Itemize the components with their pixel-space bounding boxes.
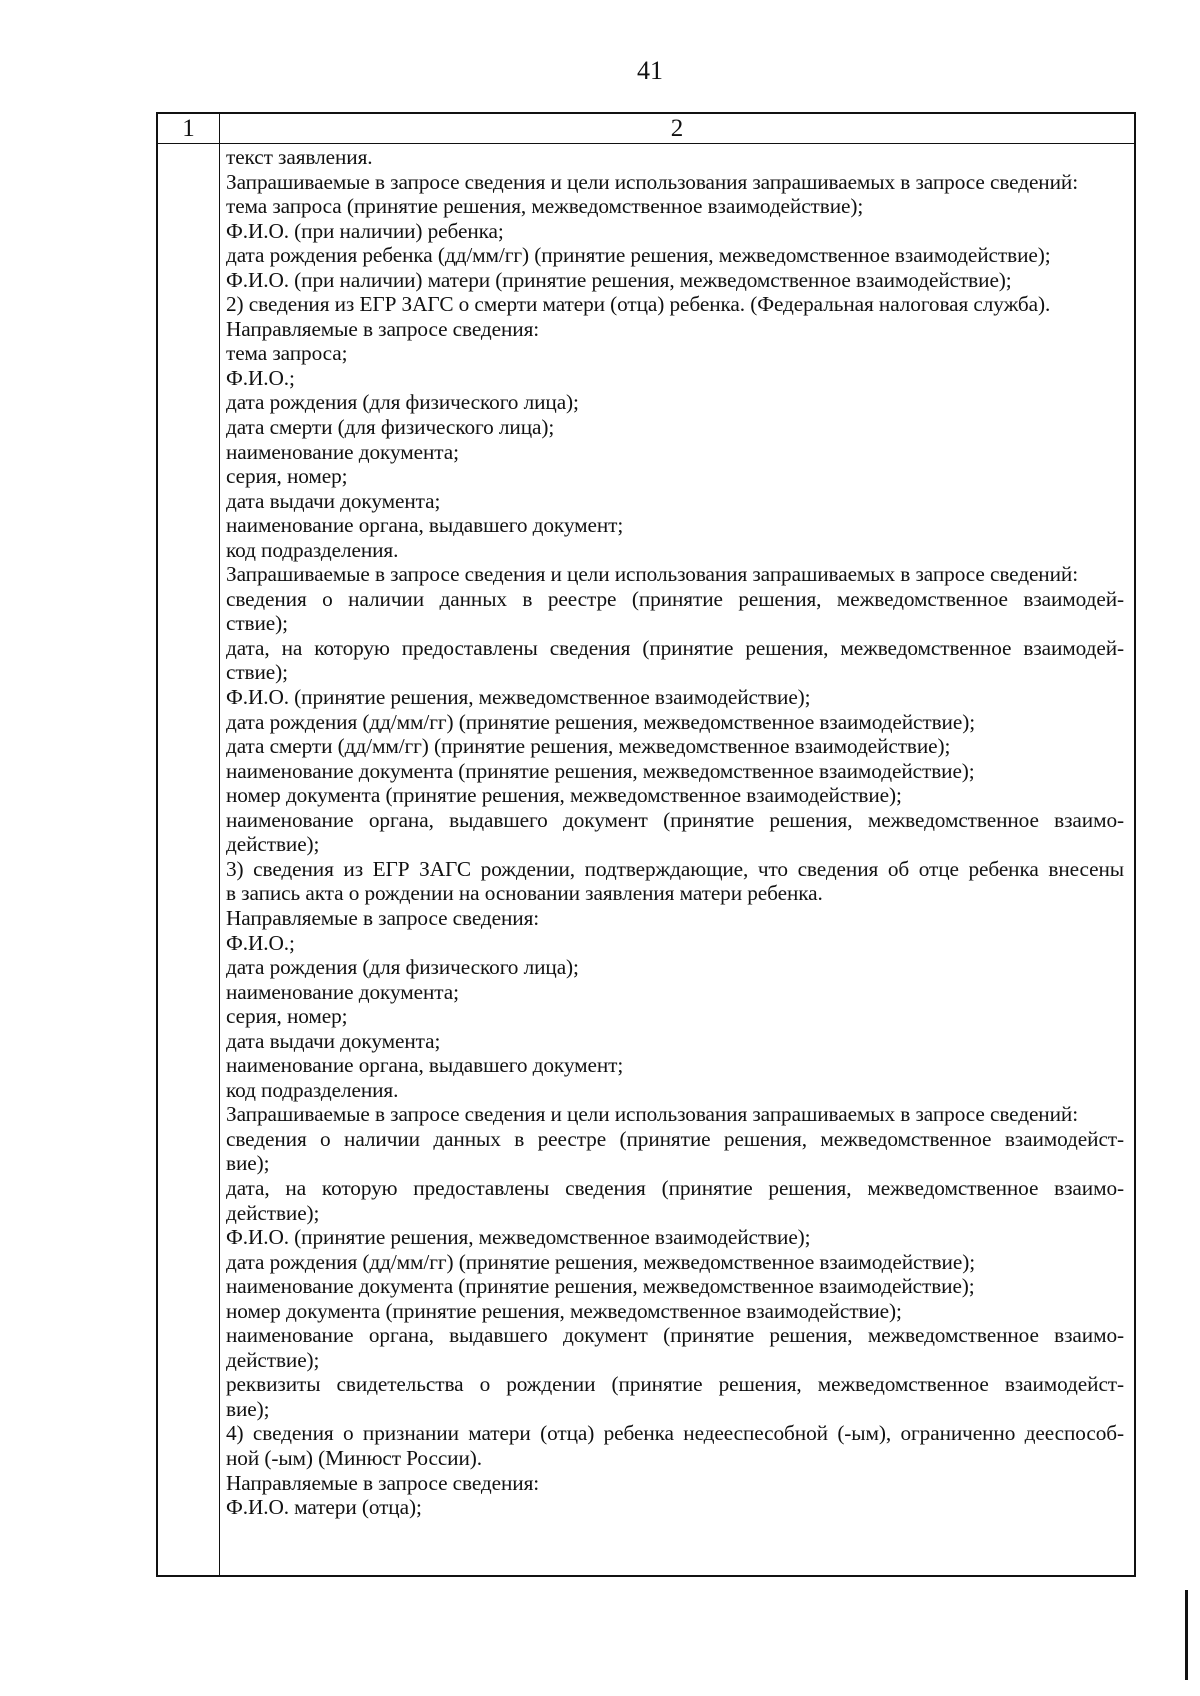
text-line: наименование документа; (226, 439, 459, 464)
text-line: наименование органа, выдавшего документ (принятие решения, межведомственное взаимо- (226, 1323, 1124, 1348)
text-line: наименование органа, выдавшего документ; (226, 1053, 624, 1078)
text-line: Ф.И.О. (при наличии) ребенка; (226, 218, 504, 243)
text-line: текст заявления. (226, 145, 373, 169)
text-line: Запрашиваемые в запросе сведения и цели использования запрашиваемых в запросе сведений: (226, 562, 1079, 587)
text-line: Направляемые в запросе сведения: (226, 1470, 540, 1495)
text-line: действие); (226, 1200, 320, 1225)
text-line: дата выдачи документа; (226, 1028, 441, 1053)
text-line: Направляемые в запросе сведения: (226, 905, 540, 930)
text-line: Запрашиваемые в запросе сведения и цели использования запрашиваемых в запросе сведений: (226, 1102, 1079, 1127)
text-line: дата, на которую предоставлены сведения (принятие решения, межведомственное взаимо- (226, 1175, 1124, 1200)
text-line: номер документа (принятие решения, межведомственное взаимодействие); (226, 783, 902, 808)
table-header-row (158, 114, 1134, 144)
text-line: наименование документа (принятие решения, межведомственное взаимодействие); (226, 1274, 975, 1299)
column-2-header: 2 (670, 115, 684, 142)
text-line: тема запроса (принятие решения, межведомственное взаимодействие); (226, 194, 864, 219)
text-line: тема запроса; (226, 341, 348, 366)
text-line: Ф.И.О. (принятие решения, межведомственное взаимодействие); (226, 1225, 811, 1250)
text-line: дата рождения (дд/мм/гг) (принятие решения, межведомственное взаимодействие); (226, 1249, 976, 1274)
text-line: номер документа (принятие решения, межведомственное взаимодействие); (226, 1298, 902, 1323)
text-line: действие); (226, 832, 320, 857)
text-line: сведения о наличии данных в реестре (принятие решения, межведомственное взаимодей- (226, 586, 1124, 611)
text-line: серия, номер; (226, 464, 348, 489)
text-line: наименование документа; (226, 979, 459, 1004)
text-line: ствие); (226, 660, 288, 685)
text-line: Ф.И.О. (при наличии) матери (принятие решения, межведомственное взаимодействие); (226, 267, 1012, 292)
text-line: 3) сведения из ЕГР ЗАГС рождении, подтверждающие, что сведения об отце ребенка внесены (226, 856, 1124, 881)
text-line: вие); (226, 1151, 270, 1176)
text-line: дата смерти (для физического лица); (226, 415, 555, 440)
text-line: наименование документа (принятие решения, межведомственное взаимодействие); (226, 758, 975, 783)
text-line: дата рождения (дд/мм/гг) (принятие решения, межведомственное взаимодействие); (226, 709, 976, 734)
text-line: дата рождения ребенка (дд/мм/гг) (принятие решения, межведомственное взаимодействие); (226, 243, 1051, 268)
document-table (156, 112, 1136, 1577)
column-2-content (226, 145, 1124, 1520)
text-line: 4) сведения о признании матери (отца) ребенка недееспесобной (-ым), ограниченно дееспособ- (226, 1421, 1124, 1446)
text-line: 2) сведения из ЕГР ЗАГС о смерти матери (отца) ребенка. (Федеральная налоговая служба). (226, 292, 1051, 317)
text-line: дата, на которую предоставлены сведения (принятие решения, межведомственное взаимодей- (226, 635, 1124, 660)
scan-edge-mark (1185, 1590, 1188, 1680)
text-line: дата рождения (для физического лица); (226, 955, 579, 980)
text-line: вие); (226, 1396, 270, 1421)
text-line: код подразделения. (226, 1077, 399, 1102)
text-line: наименование органа, выдавшего документ; (226, 513, 624, 538)
page-number: 41 (637, 56, 663, 85)
text-line: в запись акта о рождении на основании заявления матери ребенка. (226, 881, 823, 906)
text-line: Ф.И.О.; (226, 930, 295, 955)
text-line: Ф.И.О. матери (отца); (226, 1495, 422, 1520)
text-line: действие); (226, 1347, 320, 1372)
text-line: ствие); (226, 611, 288, 636)
text-line: Ф.И.О.; (226, 365, 295, 390)
text-line: Ф.И.О. (принятие решения, межведомственное взаимодействие); (226, 685, 811, 710)
text-line: наименование органа, выдавшего документ (принятие решения, межведомственное взаимо- (226, 807, 1124, 832)
text-line: серия, номер; (226, 1004, 348, 1029)
text-line: Направляемые в запросе сведения: (226, 316, 540, 341)
text-line: ной (-ым) (Минюст России). (226, 1445, 482, 1470)
column-divider (219, 114, 220, 1575)
text-line: дата рождения (для физического лица); (226, 390, 579, 415)
text-line: дата смерти (дд/мм/гг) (принятие решения, межведомственное взаимодействие); (226, 734, 951, 759)
text-line: код подразделения. (226, 537, 399, 562)
text-line: Запрашиваемые в запросе сведения и цели использования запрашиваемых в запросе сведений: (226, 169, 1079, 194)
text-line: сведения о наличии данных в реестре (принятие решения, межведомственное взаимодейст- (226, 1126, 1124, 1151)
column-1-header: 1 (182, 115, 195, 142)
text-line: дата выдачи документа; (226, 488, 441, 513)
text-line: реквизиты свидетельства о рождении (принятие решения, межведомственное взаимодейст- (226, 1372, 1124, 1397)
